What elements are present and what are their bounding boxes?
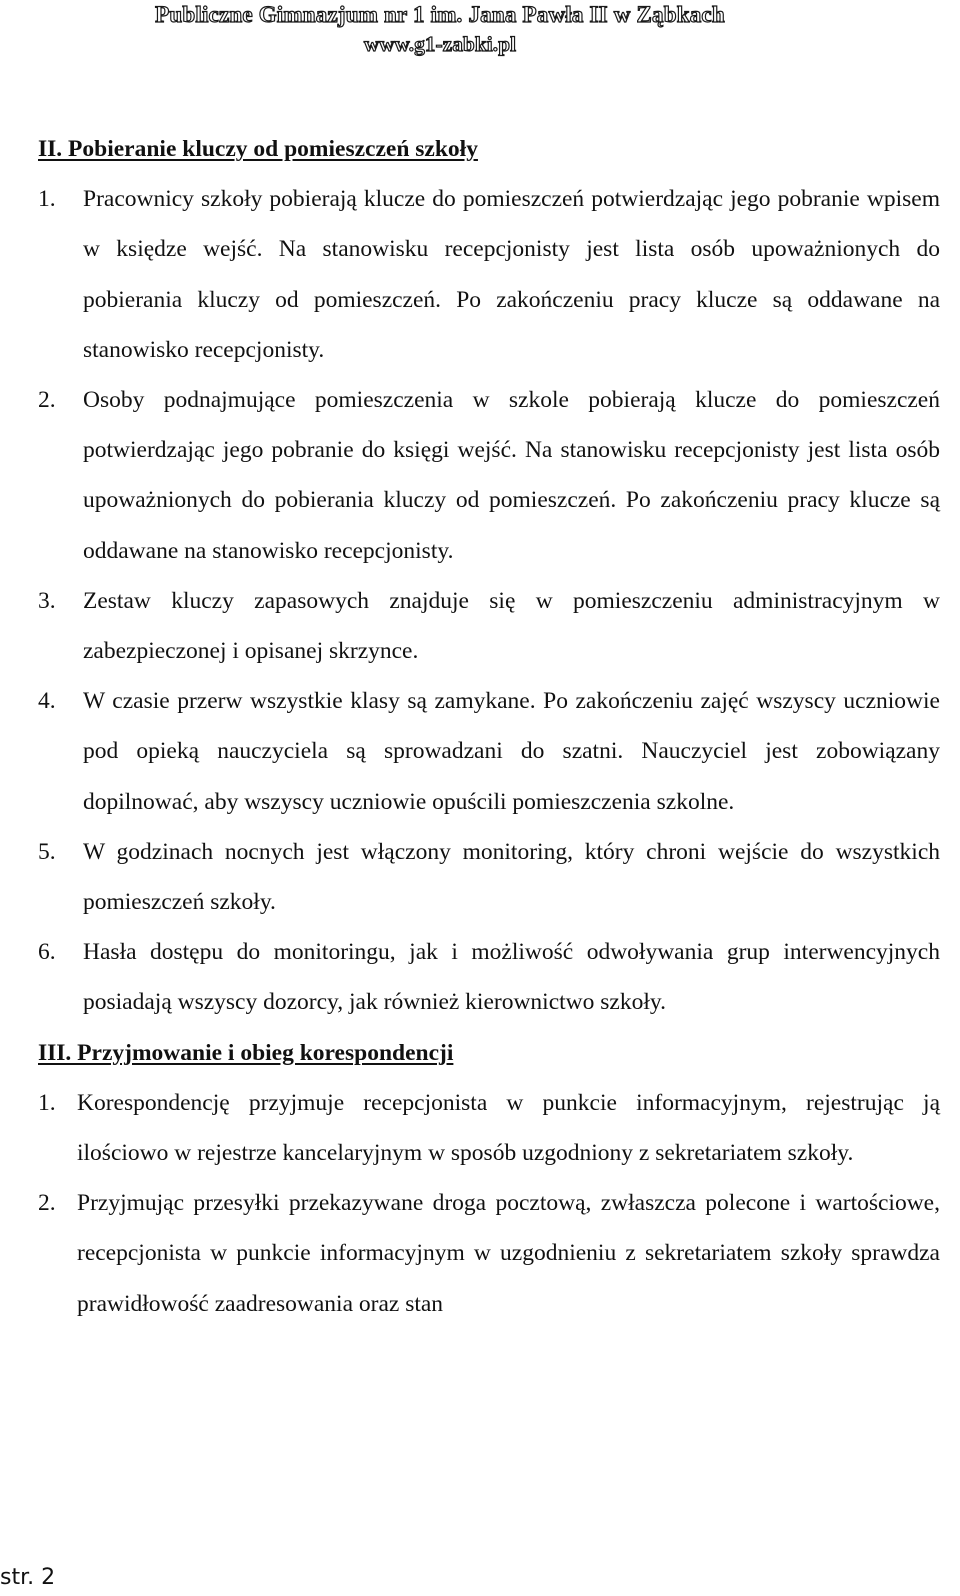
list-item: [38, 827, 940, 927]
item-text: W czasie przerw wszystkie klasy są zamykane. Po zakończeniu zajęć wszyscy uczniowie pod opieką nauczyciela są sprowadzani do szatni. Nauczyciel jest zobowiązany dopilnować, aby wszyscy uczniowie opuścili pomieszczenia szkolne.: [83, 688, 940, 815]
list-item: [38, 576, 940, 676]
document-body: [38, 124, 940, 1329]
item-number: 5.: [38, 838, 56, 865]
item-text: Pracownicy szkoły pobierają klucze do pomieszczeń potwierdzając jego pobranie wpisem w księdze wejść. Na stanowisku recepcjonisty jest lista osób upoważnionych do pobierania kluczy od pomieszczeń. Po zakończeniu pracy klucze są oddawane na stanowisko recepcjonisty.: [83, 186, 940, 363]
item-number: 4.: [38, 688, 56, 715]
list-item: [38, 676, 940, 827]
item-number: 3.: [38, 587, 56, 614]
section-title-keys: II. Pobieranie kluczy od pomieszczeń szkoły: [38, 136, 478, 162]
list-item: [38, 174, 940, 375]
item-number: 6.: [38, 939, 56, 966]
page-number: str. 2: [0, 1565, 56, 1590]
school-website: www.g1-zabki.pl: [363, 32, 517, 56]
item-number: 1.: [38, 186, 56, 213]
list-item: [38, 1078, 940, 1178]
item-text: Przyjmując przesyłki przekazywane droga pocztową, zwłaszcza polecone i wartościowe, recepcjonista w punkcie informacyjnym w uzgodnieniu z sekretariatem szkoły sprawdza prawidłowość zaadresowania oraz stan: [77, 1190, 940, 1317]
school-name: Publiczne Gimnazjum nr 1 im. Jana Pawła II w Ząbkach: [155, 2, 725, 27]
list-item: [38, 1178, 940, 1329]
section-keys-list: [38, 174, 940, 1027]
page-header: [0, 2, 960, 56]
section-title-correspondence: III. Przyjmowanie i obieg korespondencji: [38, 1039, 454, 1066]
list-item: [38, 927, 940, 1027]
item-text: Hasła dostępu do monitoringu, jak i możliwość odwoływania grup interwencyjnych posiadają wszyscy dozorcy, jak również kierownictwo szkoły.: [83, 939, 940, 1016]
item-number: 2.: [38, 387, 56, 413]
item-text: Korespondencję przyjmuje recepcjonista w punkcie informacyjnym, rejestrując ją ilościowo w rejestrze kancelaryjnym w sposób uzgodniony z sekretariatem szkoły.: [77, 1089, 940, 1167]
item-text: W godzinach nocnych jest włączony monitoring, który chroni wejście do wszystkich pomieszczeń szkoły.: [83, 838, 940, 916]
list-item: [38, 375, 940, 576]
section-correspondence-list: [38, 1078, 940, 1329]
item-number: 1.: [38, 1089, 56, 1116]
item-text: Osoby podnajmujące pomieszczenia w szkole pobierają klucze do pomieszczeń potwierdzając jego pobranie do księgi wejść. Na stanowisku recepcjonisty jest lista osób upoważnionych do pobierania kluczy od pomieszczeń. Po zakończeniu pracy klucze są oddawane na stanowisko recepcjonisty.: [83, 387, 940, 564]
item-text: Zestaw kluczy zapasowych znajduje się w pomieszczeniu administracyjnym w zabezpieczonej i opisanej skrzynce.: [83, 587, 940, 665]
item-number: 2.: [38, 1190, 56, 1217]
